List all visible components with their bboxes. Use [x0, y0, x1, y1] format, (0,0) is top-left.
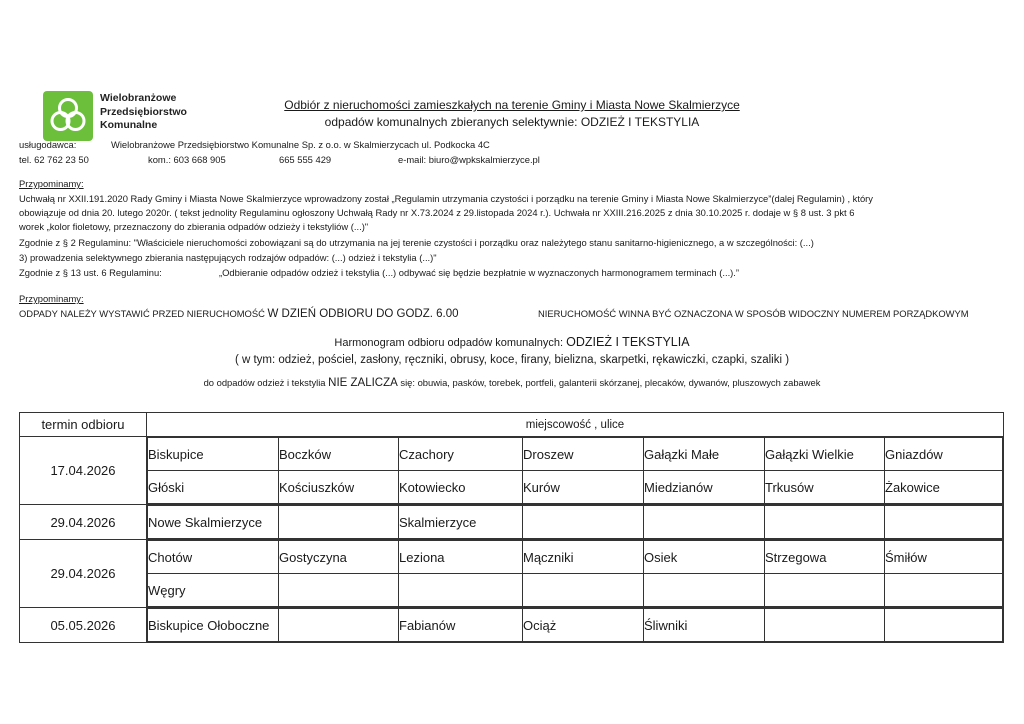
locality-name: Strzegowa	[765, 541, 885, 574]
reminder-line-4: Zgodnie z § 2 Regulaminu: "Właściciele nieruchomości zobowiązani są do utrzymania na jej terenie czystości i porządku oraz należytego stanu sanitarno-higienicznego, a w szczególności: (...)	[19, 237, 814, 248]
locality-name	[885, 609, 1003, 642]
locality-name: Skalmierzyce	[399, 506, 523, 539]
locality-name: Nowe Skalmierzyce	[148, 506, 279, 539]
locality-name	[399, 574, 523, 607]
locality-name	[765, 609, 885, 642]
logo-name: Wielobranżowe Przedsiębiorstwo Komunalne	[100, 92, 187, 131]
reminder2-right: NIERUCHOMOŚĆ WINNA BYĆ OZNACZONA W SPOSÓB WIDOCZNY NUMEREM PORZĄDKOWYM	[538, 308, 969, 319]
locality-name: Mączniki	[523, 541, 644, 574]
locality-name	[885, 506, 1003, 539]
locality-name	[523, 506, 644, 539]
pickup-date: 29.04.2026	[20, 540, 147, 608]
places-row	[148, 471, 1003, 504]
locality-name: Głóski	[148, 471, 279, 504]
reminder-line-3: worek „kolor fioletowy, przeznaczony do zbierania odpadów odzieży i tekstyliów (...)"	[19, 221, 369, 232]
header-date: termin odbioru	[20, 413, 147, 437]
places-list	[147, 437, 1003, 504]
contact-company: Wielobranżowe Przedsiębiorstwo Komunalne Sp. z o.o. w Skalmierzycach ul. Podkocka 4C	[111, 139, 490, 150]
locality-name: Kościuszków	[279, 471, 399, 504]
locality-name: Leziona	[399, 541, 523, 574]
pickup-date: 05.05.2026	[20, 608, 147, 643]
places-list	[147, 608, 1003, 642]
schedule-group-row	[20, 608, 1004, 643]
schedule-group-row	[20, 540, 1004, 608]
reminder2-left: ODPADY NALEŻY WYSTAWIĆ PRZED NIERUCHOMOŚĆ W DZIEŃ ODBIORU DO GODZ. 6.00	[19, 308, 459, 320]
locality-name: Kurów	[523, 471, 644, 504]
reminder-line-2: obowiązuje od dnia 20. lutego 2020r. ( tekst jednolity Regulaminu ogłoszony Uchwałą Rady nr X.73.2024 z 29.listopada 2024 r.). Uchwała nr XXIII.216.2025 z dnia 30.10.2025 r. dodaje w § 8 ust. 3 pkt 6	[19, 207, 855, 218]
schedule-includes: ( w tym: odzież, pościel, zasłony, ręczniki, obrusy, koce, firany, bielizna, skarpetki, rękawiczki, czapki, szaliki )	[234, 354, 790, 366]
reminder-line-1: Uchwałą nr XXII.191.2020 Rady Gminy i Miasta Nowe Skalmierzyce wprowadzony został „Regulamin utrzymania czystości i porządku na terenie Gminy i Miasta Nowe Skalmierzyce”(dalej Regulamin) , który	[19, 193, 873, 204]
reminder-line-5: 3) prowadzenia selektywnego zbierania następujących rodzajów odpadów: (...) odzież i tekstylia (...)"	[19, 252, 437, 263]
locality-name: Ociąż	[523, 609, 644, 642]
locality-name: Kotowiecko	[399, 471, 523, 504]
locality-name: Gostyczyna	[279, 541, 399, 574]
reminder-heading: Przypominamy:	[19, 178, 84, 189]
locality-name: Żakowice	[885, 471, 1003, 504]
locality-name: Śliwniki	[644, 609, 765, 642]
places-cell	[147, 608, 1004, 643]
schedule-title: Harmonogram odbioru odpadów komunalnych: ODZIEŻ I TEKSTYLIA	[334, 335, 690, 349]
document-subtitle: odpadów komunalnych zbieranych selektywnie: ODZIEŻ I TEKSTYLIA	[324, 115, 700, 129]
places-row	[148, 506, 1003, 539]
schedule-group-row	[20, 505, 1004, 540]
places-cell	[147, 437, 1004, 505]
contact-label: usługodawca:	[19, 139, 77, 150]
locality-name: Osiek	[644, 541, 765, 574]
locality-name	[279, 609, 399, 642]
contact-email: e-mail: biuro@wpkskalmierzyce.pl	[398, 154, 540, 165]
places-list	[147, 540, 1003, 607]
locality-name: Śmiłów	[885, 541, 1003, 574]
locality-name: Gałązki Małe	[644, 438, 765, 471]
locality-name: Węgry	[148, 574, 279, 607]
locality-name: Boczków	[279, 438, 399, 471]
places-row	[148, 438, 1003, 471]
places-cell	[147, 540, 1004, 608]
reminder-line-6b: „Odbieranie odpadów odzież i tekstylia (...) odbywać się będzie bezpłatnie w wyznaczonych harmonogramem terminach (...).”	[219, 267, 740, 278]
contact-mobile: kom.: 603 668 905	[148, 154, 226, 165]
header-places: miejscowość , ulice	[147, 413, 1004, 437]
contact-tel: tel. 62 762 23 50	[19, 154, 89, 165]
places-row	[148, 609, 1003, 642]
locality-name: Biskupice	[148, 438, 279, 471]
locality-name	[885, 574, 1003, 607]
locality-name	[279, 506, 399, 539]
locality-name	[765, 574, 885, 607]
places-list	[147, 505, 1003, 539]
places-row	[148, 541, 1003, 574]
pickup-date: 17.04.2026	[20, 437, 147, 505]
locality-name: Gniazdów	[885, 438, 1003, 471]
locality-name	[765, 506, 885, 539]
pickup-date: 29.04.2026	[20, 505, 147, 540]
locality-name	[523, 574, 644, 607]
schedule-body	[20, 437, 1004, 643]
locality-name	[644, 506, 765, 539]
locality-name: Biskupice Ołoboczne	[148, 609, 279, 642]
schedule-table	[19, 412, 1004, 643]
reminder2-heading: Przypominamy:	[19, 293, 84, 304]
document-title: Odbiór z nieruchomości zamieszkałych na terenie Gminy i Miasta Nowe Skalmierzyce	[284, 98, 740, 112]
locality-name: Trkusów	[765, 471, 885, 504]
locality-name: Miedzianów	[644, 471, 765, 504]
locality-name	[644, 574, 765, 607]
locality-name: Droszew	[523, 438, 644, 471]
table-header-row	[20, 413, 1004, 437]
locality-name	[279, 574, 399, 607]
schedule-group-row	[20, 437, 1004, 505]
reminder-line-6a: Zgodnie z § 13 ust. 6 Regulaminu:	[19, 267, 162, 278]
places-row	[148, 574, 1003, 607]
contact-mobile-2: 665 555 429	[279, 154, 332, 165]
schedule-excludes: do odpadów odzież i tekstylia NIE ZALICZA się: obuwia, pasków, torebek, portfeli, galanterii skórzanej, plecaków, dywanów, pluszowych zabawek	[203, 377, 821, 389]
places-cell	[147, 505, 1004, 540]
locality-name: Czachory	[399, 438, 523, 471]
locality-name: Fabianów	[399, 609, 523, 642]
locality-name: Gałązki Wielkie	[765, 438, 885, 471]
locality-name: Chotów	[148, 541, 279, 574]
